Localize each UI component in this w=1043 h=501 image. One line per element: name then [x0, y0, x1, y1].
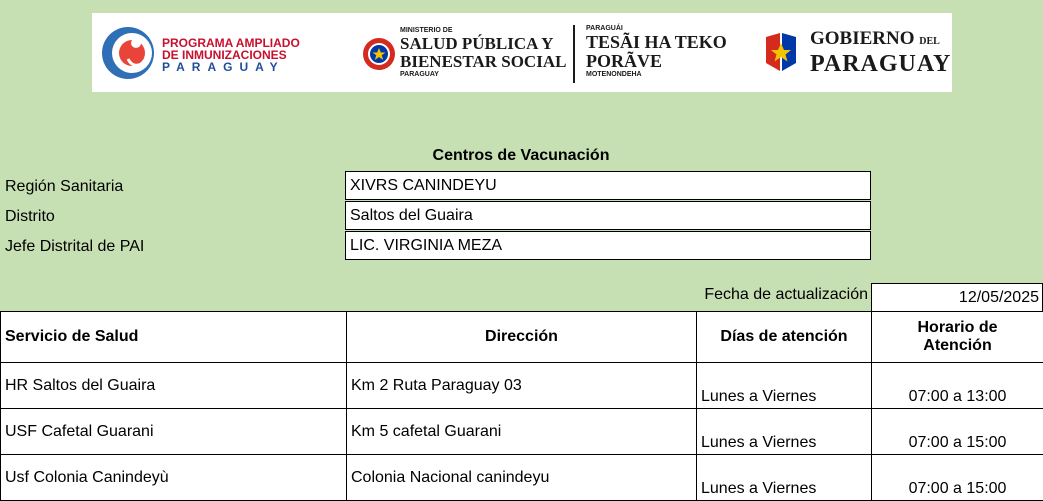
cell-horario: 07:00 a 15:00	[872, 409, 1043, 455]
tesai-line-1: TESÃI HA TEKO	[586, 33, 727, 52]
fecha-label: Fecha de actualización	[704, 286, 868, 304]
jefe-value: LIC. VIRGINIA MEZA	[345, 231, 871, 260]
gob-del: DEL	[919, 36, 940, 47]
gobierno-logo-text	[810, 29, 951, 76]
msp-logo-text	[400, 27, 566, 79]
header-direccion: Dirección	[347, 312, 697, 363]
pai-line-1: PROGRAMA AMPLIADO	[162, 37, 300, 49]
table-row	[1, 409, 1043, 455]
pai-logo-icon	[98, 23, 158, 83]
pai-line-3: PARAGUAY	[162, 61, 300, 73]
header-dias: Días de atención	[697, 312, 872, 363]
region-value: XIVRS CANINDEYU	[345, 171, 871, 200]
msp-bottom: PARAGUAY	[400, 71, 566, 79]
cell-servicio: Usf Colonia Canindeyù	[1, 455, 347, 501]
tesai-line-2: PORÃVE	[586, 52, 727, 71]
cell-dias: Lunes a Viernes	[697, 363, 872, 409]
tesai-logo-text	[586, 25, 727, 79]
gob-line-2: PARAGUAY	[810, 52, 951, 76]
cell-direccion: Colonia Nacional canindeyu	[347, 455, 697, 501]
pai-logo-text	[162, 37, 300, 73]
cell-dias: Lunes a Viernes	[697, 455, 872, 501]
header-servicio: Servicio de Salud	[1, 312, 347, 363]
cell-dias: Lunes a Viernes	[697, 409, 872, 455]
table-header-row	[1, 312, 1043, 363]
gob-line-1: GOBIERNO	[810, 28, 915, 49]
cell-servicio: USF Cafetal Guarani	[1, 409, 347, 455]
vaccination-centers-table	[0, 311, 1043, 501]
cell-horario: 07:00 a 13:00	[872, 363, 1043, 409]
msp-small: MINISTERIO DE	[400, 27, 566, 35]
header-horario	[872, 312, 1043, 363]
msp-line-2: BIENESTAR SOCIAL	[400, 53, 566, 71]
msp-line-1: SALUD PÚBLICA Y	[400, 35, 566, 53]
distrito-label: Distrito	[5, 208, 55, 226]
header-horario-line-1: Horario de	[876, 319, 1039, 337]
cell-direccion: Km 5 cafetal Guarani	[347, 409, 697, 455]
header-horario-line-2: Atención	[876, 337, 1039, 355]
cell-servicio: HR Saltos del Guaira	[1, 363, 347, 409]
tesai-bottom: MOTENONDEHA	[586, 71, 727, 79]
table-row	[1, 363, 1043, 409]
jefe-label: Jefe Distrital de PAI	[5, 238, 144, 256]
cell-direccion: Km 2 Ruta Paraguay 03	[347, 363, 697, 409]
distrito-value: Saltos del Guaira	[345, 201, 871, 230]
fecha-value: 12/05/2025	[871, 283, 1043, 312]
gobierno-star-icon	[760, 29, 802, 75]
table-row	[1, 455, 1043, 501]
pai-line-2: DE INMUNIZACIONES	[162, 49, 300, 61]
cell-horario: 07:00 a 15:00	[872, 455, 1043, 501]
page-title: Centros de Vacunación	[346, 147, 696, 165]
region-label: Región Sanitaria	[5, 178, 123, 196]
tesai-small: PARAGUÁI	[586, 25, 727, 33]
msp-shield-icon	[362, 35, 396, 73]
header-logo-banner	[92, 13, 952, 92]
logo-divider	[573, 25, 575, 83]
